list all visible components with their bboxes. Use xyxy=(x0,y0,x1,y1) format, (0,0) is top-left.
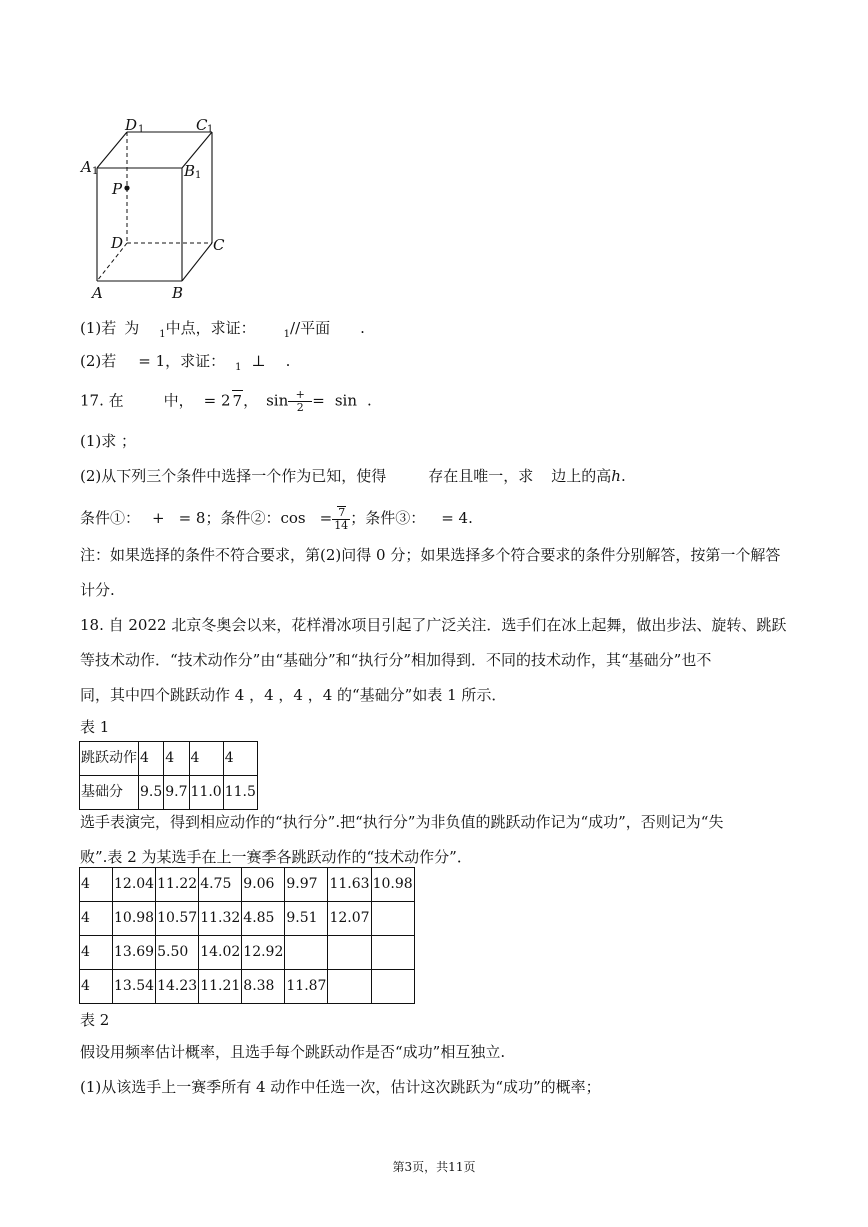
table-row xyxy=(80,970,415,1004)
label-d1: D xyxy=(125,116,138,134)
label-d1-sub: 1 xyxy=(138,124,145,135)
table-2 xyxy=(79,867,415,1004)
table-cell: 4 xyxy=(139,742,164,776)
table-row xyxy=(80,776,258,810)
table-cell: 4.75 xyxy=(199,868,242,902)
table-cell: 4 xyxy=(80,868,113,902)
label-b1-sub: 1 xyxy=(195,170,202,181)
label-p: P xyxy=(112,180,123,198)
table-cell: 11.87 xyxy=(285,970,328,1004)
table-cell: 11.5 xyxy=(223,776,257,810)
q17-stem: 17. 在 中， = 2 7， sin $\frac{+}{2}$ = sin . xyxy=(80,388,372,414)
table-row xyxy=(80,742,258,776)
q18-paragraph-line2: 等技术动作．“技术动作分”由“基础分”和“执行分”相加得到．不同的技术动作，其“基础分”也不 xyxy=(80,651,712,669)
table-cell: 9.7 xyxy=(164,776,189,810)
q17-conditions: 条件①： + = 8；条件②：cos = $\frac{7}{14}$ ；条件③： = 4. xyxy=(80,506,473,532)
q18-paragraph-line4: 选手表演完，得到相应动作的“执行分”.把“执行分”为非负值的跳跃动作记为“成功”，否则记为“失 xyxy=(80,813,724,831)
q17-part1: (1)求 ； xyxy=(80,432,137,450)
cube-figure xyxy=(0,0,868,310)
table-cell: 11.63 xyxy=(328,868,371,902)
q17-note-line2: 计分. xyxy=(80,581,115,599)
table-cell: 9.06 xyxy=(242,868,285,902)
label-c1-sub: 1 xyxy=(207,124,214,135)
fraction: $\frac{+}{2}$ xyxy=(288,389,312,414)
table1-caption: 表 1 xyxy=(80,718,110,736)
table-cell: 8.38 xyxy=(242,970,285,1004)
table-cell xyxy=(371,936,414,970)
table-cell: 11.22 xyxy=(156,868,199,902)
table-cell: 5.50 xyxy=(156,936,199,970)
table-cell: 11.32 xyxy=(199,902,242,936)
q16-part1: (1)若 为 $_1$中点，求证： $_1$//平面 . xyxy=(80,319,365,340)
label-b: B xyxy=(172,284,184,302)
table-row xyxy=(80,902,415,936)
table-cell: 9.5 xyxy=(139,776,164,810)
table-row xyxy=(80,936,415,970)
table-cell xyxy=(285,936,328,970)
table-cell xyxy=(371,902,414,936)
table-cell: 基础分 xyxy=(80,776,139,810)
table-cell xyxy=(371,970,414,1004)
table-cell: 4 xyxy=(223,742,257,776)
table-cell: 14.02 xyxy=(199,936,242,970)
cube-solid-edges xyxy=(97,132,212,281)
table-cell: 13.69 xyxy=(113,936,156,970)
table-cell: 12.04 xyxy=(113,868,156,902)
table-cell: 10.98 xyxy=(113,902,156,936)
table-cell: 11.21 xyxy=(199,970,242,1004)
q18-paragraph-line6: 假设用频率估计概率，且选手每个跳跃动作是否“成功”相互独立. xyxy=(80,1043,506,1061)
table2-caption: 表 2 xyxy=(80,1011,110,1029)
table-cell: 13.54 xyxy=(113,970,156,1004)
table-cell: 10.98 xyxy=(371,868,414,902)
point-p xyxy=(124,185,129,190)
page-footer: 第3页，共11页 xyxy=(392,1160,476,1174)
table-cell: 9.51 xyxy=(285,902,328,936)
table-cell xyxy=(328,970,371,1004)
fraction: $\frac{7}{14}$ xyxy=(334,506,349,532)
label-a1: A xyxy=(81,158,92,176)
cube-hidden-edges xyxy=(97,132,212,281)
table-cell: 4 xyxy=(164,742,189,776)
table-cell: 10.57 xyxy=(156,902,199,936)
table-cell xyxy=(328,936,371,970)
label-c1: C xyxy=(196,116,208,134)
table-cell: 4 xyxy=(80,970,113,1004)
q18-part1: (1)从该选手上一赛季所有 4 动作中任选一次，估计这次跳跃为“成功”的概率； xyxy=(80,1078,601,1096)
table-cell: 14.23 xyxy=(156,970,199,1004)
table-cell: 4.85 xyxy=(242,902,285,936)
q16-part2: (2)若 = 1，求证： $_1$ ⊥ . xyxy=(80,352,291,373)
q18-paragraph-line5: 败”.表 2 为某选手在上一赛季各跳跃动作的“技术动作分”． xyxy=(80,848,472,866)
q18-paragraph-line1: 18. 自 2022 北京冬奥会以来，花样滑冰项目引起了广泛关注．选手们在冰上起舞，做出步法、旋转、跳跃 xyxy=(80,616,787,634)
table-cell: 4 xyxy=(189,742,223,776)
table-cell: 12.07 xyxy=(328,902,371,936)
table-cell: 4 xyxy=(80,936,113,970)
table-cell: 4 xyxy=(80,902,113,936)
table-cell: 12.92 xyxy=(242,936,285,970)
table-1 xyxy=(79,741,258,810)
table-cell: 11.0 xyxy=(189,776,223,810)
label-a1-sub: 1 xyxy=(92,166,99,177)
q17-note-line1: 注：如果选择的条件不符合要求，第(2)问得 0 分；如果选择多个符合要求的条件分别解答，按第一个解答 xyxy=(80,546,781,564)
table-cell: 跳跃动作 xyxy=(80,742,139,776)
q18-paragraph-line3: 同，其中四个跳跃动作 4 ，4 ，4 ，4 的“基础分”如表 1 所示． xyxy=(80,686,507,704)
label-c: C xyxy=(213,236,225,254)
q17-part2: (2)从下列三个条件中选择一个作为已知，使得 存在且唯一，求 边上的高h. xyxy=(80,467,626,485)
table-row xyxy=(80,868,415,902)
table-cell: 9.97 xyxy=(285,868,328,902)
label-d: D xyxy=(111,234,124,252)
label-b1: B xyxy=(184,162,196,180)
label-a: A xyxy=(92,284,103,302)
